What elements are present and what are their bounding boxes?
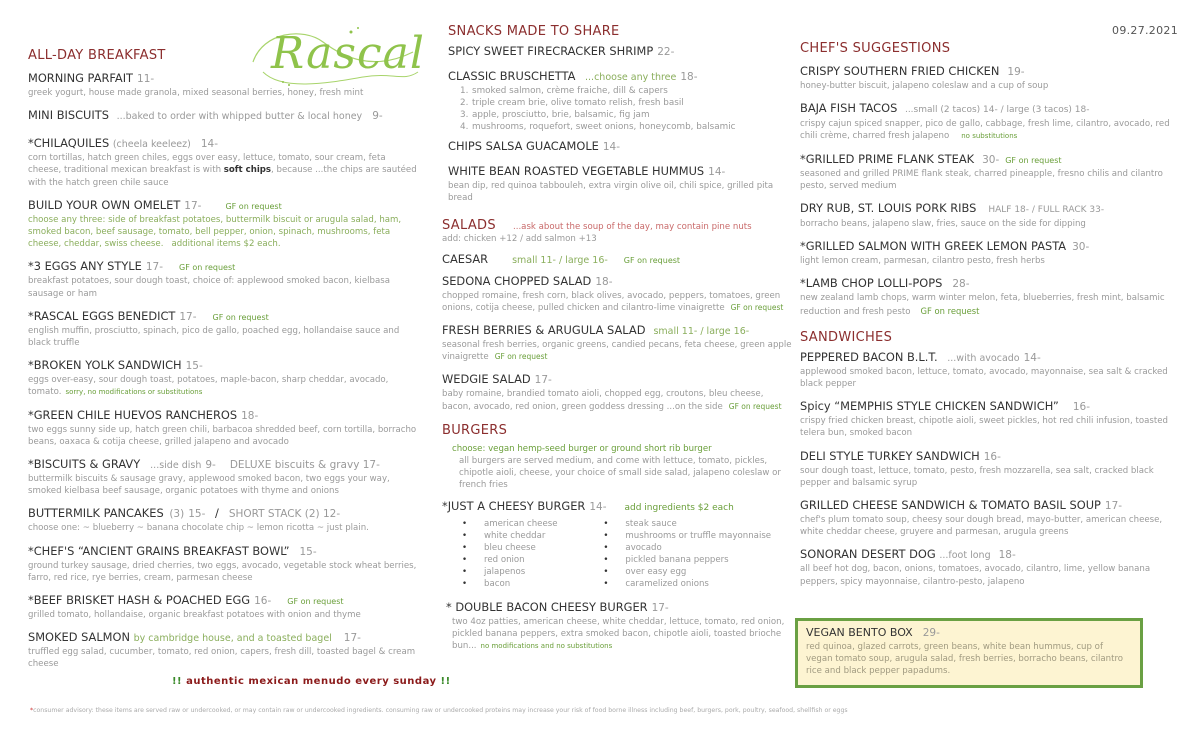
- item-name: MORNING PARFAIT: [28, 71, 134, 85]
- item-price: 17-: [651, 601, 669, 614]
- menu-item: [442, 499, 792, 590]
- item-price: 14-: [708, 166, 726, 178]
- price-separator: /: [214, 506, 219, 521]
- item-note: (cheela keeleez): [112, 139, 191, 151]
- item-note: ...side dish: [150, 460, 202, 472]
- burger-intro: [442, 443, 792, 491]
- menu-item: [28, 358, 420, 398]
- menudo-banner: [172, 676, 451, 687]
- add-on-item: • red onion: [462, 554, 603, 566]
- item-price: 14-: [589, 500, 607, 513]
- menudo-text: authentic mexican menudo every sunday: [186, 676, 437, 687]
- item-name: FRESH BERRIES & ARUGULA SALAD: [442, 323, 646, 338]
- item-name: BAJA FISH TACOS: [800, 101, 898, 116]
- add-on-item: • steak sauce: [603, 518, 792, 530]
- item-price: 30-: [1072, 241, 1090, 254]
- add-on-item: • bleu cheese: [462, 542, 603, 554]
- menu-item: [800, 152, 1180, 192]
- option-text: smoked salmon, crème fraiche, dill & capers: [472, 86, 668, 96]
- item-note: ...with avocado: [947, 352, 1020, 364]
- item-name: *BEEF BRISKET HASH & POACHED EGG: [28, 593, 251, 608]
- menu-item: [448, 69, 792, 133]
- desc-text: new zealand lamb chops, warm winter melon, feta, blueberries, fresh mint, balsamic reduction and fresh pesto: [800, 293, 1165, 317]
- item-description: [442, 339, 792, 363]
- advisory-star: *: [30, 707, 34, 714]
- item-price: 18-: [998, 549, 1016, 562]
- no-substitutions-note: no modifications and no substitutions: [480, 642, 613, 651]
- desc-text: two 4oz patties, american cheese, white cheddar, lettuce, tomato, red onion, pickled banana peppers, extra smoked bacon, chipotle aioli, toasted brioche bun...: [452, 616, 785, 652]
- item-description: greek yogurt, house made granola, mixed seasonal berries, honey, fresh mint: [28, 88, 364, 98]
- burger-add-ons: [442, 518, 792, 590]
- menu-date: 09.27.2021: [1112, 24, 1178, 37]
- option-item: 3. apple, prosciutto, brie, balsamic, fig jam: [460, 110, 650, 120]
- menu-item: [28, 108, 420, 124]
- gf-note: GF on request: [730, 302, 784, 312]
- add-ingredients-note: add ingredients $2 each: [624, 502, 734, 513]
- menu-item: [28, 593, 420, 621]
- item-name: GRILLED CHEESE SANDWICH & TOMATO BASIL SOUP: [800, 498, 1101, 513]
- menu-item: [800, 399, 1180, 439]
- item-description: [28, 214, 420, 251]
- item-description: seasoned and grilled PRIME flank steak, charred pineapple, fresno chilis and cilantro pesto, served medium: [800, 168, 1163, 191]
- section-title-snacks: SNACKS MADE TO SHARE: [448, 24, 620, 39]
- desc-text: corn tortillas, hatch green chiles, eggs over easy, lettuce, tomato, sour cream, feta cheese, traditional mexican breakfast is with: [28, 153, 386, 176]
- menu-item: [28, 630, 420, 670]
- item-note: ...foot long: [939, 550, 991, 562]
- item-description: light lemon cream, parmesan, cilantro pesto, fresh herbs: [800, 256, 1045, 267]
- gf-note: GF on request: [1005, 155, 1062, 165]
- option-item: 4. mushrooms, roquefort, sweet onions, honeycomb, balsamic: [460, 122, 736, 132]
- add-on-item: • bacon: [462, 578, 603, 590]
- no-substitutions-note: sorry, no modifications or substitutions: [65, 388, 203, 397]
- item-price: 11-: [137, 73, 155, 85]
- section-title-burgers: BURGERS: [442, 422, 508, 438]
- item-price: 18-: [241, 409, 259, 422]
- item-price: 14-: [602, 141, 621, 153]
- logo-text: Rascal: [271, 28, 425, 79]
- desc-text: crispy cajun spiced snapper, pico de gallo, cabbage, fresh lime, cilantro, avocado, red chili crème, charred fresh jalapeno: [800, 119, 1170, 142]
- burger-choose: choose: vegan hemp-seed burger or ground short rib burger: [452, 443, 712, 454]
- item-price: 19-: [1007, 66, 1025, 78]
- item-description: choose one: ~ blueberry ~ banana chocolate chip ~ lemon ricotta ~ just plain.: [28, 523, 369, 534]
- item-price: 30-: [982, 153, 1000, 166]
- item-price: 16-: [983, 450, 1001, 463]
- desc-text: baby romaine, brandied tomato aioli, chopped egg, croutons, bleu cheese, bacon, avocado, red onion, green goddess dressing ...on the side: [442, 389, 764, 412]
- item-description: crispy fried chicken breast, chipotle aioli, sweet pickles, hot red chili infusion, toasted telera bun, smoked bacon: [800, 416, 1168, 439]
- item-note: ...choose any three: [585, 72, 677, 83]
- item-description: two eggs sunny side up, hatch green chili, barbacoa shredded beef, corn tortilla, borracho beans, oaxaca & cotija cheese, grilled jalapeno and avocado: [28, 424, 417, 447]
- add-on-item: • american cheese: [462, 518, 603, 530]
- item-description: red quinoa, glazed carrots, green beans, white bean hummus, cup of vegan tomato soup, arugula salad, fresh berries, borracho beans, cilantro rice and black pepper papadums.: [806, 642, 1124, 677]
- item-description: [800, 292, 1180, 317]
- menu-item: [28, 198, 420, 251]
- bruschetta-options: [448, 85, 792, 133]
- menu-item: [28, 408, 420, 448]
- menu-item: [442, 372, 792, 412]
- item-name: MINI BISCUITS: [28, 108, 109, 123]
- desc-text: eggs over-easy, sour dough toast, potatoes, maple-bacon, sharp cheddar, avocado, tomato.: [28, 375, 389, 398]
- item-name: BUILD YOUR OWN OMELET: [28, 197, 181, 212]
- menu-item: [800, 449, 1180, 489]
- gf-note: GF on request: [728, 401, 782, 411]
- item-price: 18-: [595, 275, 613, 288]
- salads-add-ons: add: chicken +12 / add salmon +13: [442, 234, 597, 245]
- gf-note: GF on request: [179, 263, 236, 273]
- item-description: borracho beans, jalapeno slaw, fries, sauce on the side for dipping: [800, 219, 1086, 230]
- add-on-item: • jalapenos: [462, 566, 603, 578]
- item-name: BUTTERMILK PANCAKES: [28, 506, 164, 521]
- item-price: 9-: [205, 459, 216, 472]
- gf-note: GF on request: [225, 201, 282, 211]
- item-price: 17-: [534, 374, 552, 387]
- item-note: ...baked to order with whipped butter & local honey: [116, 111, 363, 123]
- item-name: WHITE BEAN ROASTED VEGETABLE HUMMUS: [448, 164, 705, 178]
- add-ons-right: [603, 518, 792, 590]
- consumer-advisory: [30, 707, 848, 714]
- item-name: * DOUBLE BACON CHEESY BURGER: [446, 599, 648, 614]
- add-on-item: • pickled banana peppers: [603, 554, 792, 566]
- menudo-bang-right: !!: [440, 676, 451, 687]
- item-description: truffled egg salad, cucumber, tomato, red onion, capers, fresh dill, toasted bagel & cream cheese: [28, 647, 416, 670]
- item-description: ground turkey sausage, dried cherries, two eggs, avocado, vegetable stock wheat berries, farro, red rice, rye berries, cream, parmesan cheese: [28, 560, 417, 583]
- item-description: applewood smoked bacon, lettuce, tomato, avocado, mayonnaise, sea salt & cracked black pepper: [800, 366, 1168, 390]
- item-sizes: small 11- / large 16-: [653, 326, 750, 338]
- menu-item: [28, 71, 420, 99]
- add-on-item: • caramelized onions: [603, 578, 792, 590]
- item-note: by cambridge house, and a toasted bagel: [133, 633, 332, 645]
- item-name: VEGAN BENTO BOX: [806, 626, 913, 639]
- menu-item: [28, 506, 420, 534]
- menu-item: [800, 350, 1180, 390]
- item-name: *GREEN CHILE HUEVOS RANCHEROS: [28, 407, 238, 422]
- add-ons-left: [462, 518, 603, 590]
- burger-includes: all burgers are served medium, and come with lettuce, tomato, pickles, chipotle aioli, cheese, your choice of small side salad, jalapeno coleslaw or french fries: [459, 455, 781, 490]
- menu-item: [800, 239, 1180, 267]
- item-price: 29-: [922, 627, 940, 639]
- menu-item: [800, 64, 1180, 92]
- chef-sandwich-column: [800, 41, 1180, 597]
- item-name: *CHILAQUILES: [28, 136, 110, 151]
- menu-item: [448, 164, 792, 204]
- item-price: 22-: [657, 46, 675, 58]
- salads-note: ...ask about the soup of the day, may contain pine nuts: [512, 222, 752, 233]
- menu-item: [28, 259, 420, 299]
- item-price: 18-: [680, 71, 698, 83]
- item-description: breakfast potatoes, sour dough toast, choice of: applewood smoked bacon, kielbasa sausage or ham: [28, 276, 390, 299]
- item-name: *CHEF'S “ANCIENT GRAINS BREAKFAST BOWL”: [28, 543, 290, 558]
- item-name: *RASCAL EGGS BENEDICT: [28, 308, 176, 323]
- section-title-salads: SALADS: [442, 218, 496, 234]
- option-text: apple, prosciutto, brie, balsamic, fig jam: [472, 110, 650, 120]
- item-description: english muffin, prosciutto, spinach, pico de gallo, poached egg, hollandaise sauce and black truffle: [28, 325, 400, 349]
- menu-item: [800, 276, 1180, 317]
- option-item: 1. smoked salmon, crème fraiche, dill & capers: [460, 86, 668, 96]
- item-name: *BISCUITS & GRAVY: [28, 457, 141, 472]
- desc-text: , because ...the chips are sautéed with the hatch green chile sauce: [28, 165, 417, 188]
- item-note: (3): [169, 508, 185, 521]
- gf-note: GF on request: [287, 597, 344, 607]
- item-name: *BROKEN YOLK SANDWICH: [28, 358, 182, 373]
- option-text: triple cream brie, olive tomato relish, fresh basil: [472, 98, 684, 108]
- item-sizes: HALF 18- / FULL RACK 33-: [988, 205, 1105, 216]
- item-name: Spicy “MEMPHIS STYLE CHICKEN SANDWICH”: [800, 399, 1059, 414]
- item-name: DRY RUB, ST. LOUIS PORK RIBS: [800, 201, 977, 216]
- section-title-breakfast: ALL-DAY BREAKFAST: [28, 48, 166, 63]
- add-on-item: • white cheddar: [462, 530, 603, 542]
- salads-header: [442, 214, 792, 233]
- item-price: 17-: [343, 632, 361, 645]
- option-item: 2. triple cream brie, olive tomato relish, fresh basil: [460, 98, 684, 108]
- item-name: DELI STYLE TURKEY SANDWICH: [800, 448, 980, 463]
- menu-item: [28, 457, 420, 497]
- menu-item: [800, 201, 1180, 230]
- menu-item: [446, 600, 792, 653]
- menu-item: [442, 252, 792, 268]
- item-name: CLASSIC BRUSCHETTA: [448, 69, 576, 83]
- item-price: 17-: [1104, 500, 1123, 513]
- menu-item: [442, 323, 792, 363]
- gf-note: GF on request: [212, 312, 269, 322]
- item-description: sour dough toast, lettuce, tomato, pesto, fresh mozzarella, sea salt, cracked black pepper and balsamic syrup: [800, 465, 1154, 488]
- item-description: [28, 374, 420, 398]
- vegan-bento-box: [795, 618, 1143, 688]
- gf-note: GF on request: [494, 352, 548, 362]
- section-title-chef: CHEF'S SUGGESTIONS: [800, 41, 951, 56]
- item-name: CRISPY SOUTHERN FRIED CHICKEN: [800, 64, 1000, 78]
- item-name: SMOKED SALMON: [28, 630, 130, 645]
- advisory-text: consumer advisory: these items are served raw or undercooked, or may contain raw or undercooked ingredients. consuming raw or undercooked proteins may increase your risk of food borne illness including beef, burgers, pork, poultry, seafood, shellfish or eggs: [33, 707, 848, 714]
- add-on-item: • mushrooms or truffle mayonnaise: [603, 530, 792, 542]
- item-price: 17-: [184, 199, 202, 212]
- item-sizes: small 11- / large 16-: [512, 254, 608, 266]
- item-name: *GRILLED PRIME FLANK STEAK: [800, 151, 975, 166]
- short-stack-option: SHORT STACK (2) 12-: [228, 508, 341, 521]
- item-name: *JUST A CHEESY BURGER: [442, 498, 586, 513]
- item-name: PEPPERED BACON B.L.T.: [800, 349, 938, 364]
- breakfast-column: [28, 48, 420, 680]
- item-description: [442, 290, 792, 314]
- item-price: 17-: [179, 310, 197, 323]
- menu-item: [448, 139, 792, 155]
- desc-text: choose any three: side of breakfast potatoes, buttermilk biscuit or arugula salad, ham, smoked bacon, beef sausage, tomato, bell pepper, onion, spinach, mushrooms, feta cheese, cheddar, swiss cheese.: [28, 214, 402, 250]
- option-text: mushrooms, roquefort, sweet onions, honeycomb, balsamic: [472, 122, 736, 132]
- gf-note: GF on request: [623, 255, 681, 265]
- item-price: 15-: [299, 545, 317, 558]
- item-description: bean dip, red quinoa tabbouleh, extra virgin olive oil, chili spice, grilled pita bread: [448, 181, 774, 204]
- item-description: [28, 152, 420, 189]
- menu-item: [800, 498, 1180, 538]
- item-description: [446, 616, 792, 653]
- gf-note: GF on request: [920, 305, 980, 316]
- menu-item: [28, 309, 420, 349]
- item-name: SONORAN DESERT DOG: [800, 547, 936, 562]
- item-description: buttermilk biscuits & sausage gravy, applewood smoked bacon, two eggs your way, smoked kielbasa beef sausage, organic potatoes with thyme and onions: [28, 474, 390, 497]
- menu-item: [448, 44, 792, 60]
- add-on-item: • over easy egg: [603, 566, 792, 578]
- item-name: *LAMB CHOP LOLLI-POPS: [800, 276, 943, 291]
- menu-item: [28, 136, 420, 189]
- item-price: 28-: [952, 278, 970, 291]
- desc-text: seasonal fresh berries, organic greens, candied pecans, feta cheese, green apple vinaigrette: [442, 340, 792, 363]
- item-description: chef's plum tomato soup, cheesy sour dough bread, mayo-butter, american cheese, white cheddar cheese, gruyere and parmesan, arugula greens: [800, 515, 1163, 538]
- item-name: *GRILLED SALMON WITH GREEK LEMON PASTA: [800, 239, 1067, 254]
- item-name: WEDGIE SALAD: [442, 372, 531, 387]
- extra-note: additional items $2 each.: [171, 239, 281, 250]
- no-substitutions-note: no substitutions: [961, 132, 1018, 141]
- menu-item: [442, 274, 792, 314]
- item-sizes: ...small (2 tacos) 14- / large (3 tacos) 18-: [904, 105, 1090, 116]
- item-description: grilled tomato, hollandaise, organic breakfast potatoes with onion and thyme: [28, 610, 361, 621]
- item-description: honey-butter biscuit, jalapeno coleslaw and a cup of soup: [800, 81, 1049, 91]
- item-price: 14-: [1023, 351, 1041, 364]
- item-price: 14-: [200, 138, 218, 151]
- item-price: 15-: [185, 360, 203, 373]
- deluxe-option: DELUXE biscuits & gravy 17-: [229, 459, 380, 472]
- item-price: 15-: [188, 508, 206, 521]
- item-price: 16-: [1072, 401, 1090, 414]
- menu-item: [800, 547, 1180, 587]
- snacks-salads-burgers-column: [442, 24, 792, 661]
- item-price: 16-: [254, 595, 272, 608]
- section-title-sandwiches: SANDWICHES: [800, 329, 893, 345]
- menudo-bang-left: !!: [172, 676, 183, 687]
- item-name: SEDONA CHOPPED SALAD: [442, 273, 592, 288]
- item-description: all beef hot dog, bacon, onions, tomatoes, avocado, cilantro, lime, yellow banana peppers, spicy mayonnaise, cilantro-pesto, jalapeno: [800, 564, 1151, 587]
- desc-text: chopped romaine, fresh corn, black olives, avocado, peppers, tomatoes, green onions, cotija cheese, pulled chicken and cilantro-lime vinaigrette: [442, 290, 781, 313]
- item-description: [800, 118, 1180, 142]
- add-on-item: • avocado: [603, 542, 792, 554]
- desc-bold: soft chips: [223, 165, 272, 176]
- item-price: 17-: [145, 261, 164, 274]
- menu-item: [28, 544, 420, 584]
- item-name: SPICY SWEET FIRECRACKER SHRIMP: [448, 44, 654, 58]
- menu-item: [800, 101, 1180, 142]
- item-description: [442, 388, 792, 412]
- item-name: CAESAR: [442, 251, 489, 266]
- item-name: *3 EGGS ANY STYLE: [28, 259, 142, 274]
- item-price: 9-: [372, 110, 383, 123]
- item-name: CHIPS SALSA GUACAMOLE: [448, 139, 599, 153]
